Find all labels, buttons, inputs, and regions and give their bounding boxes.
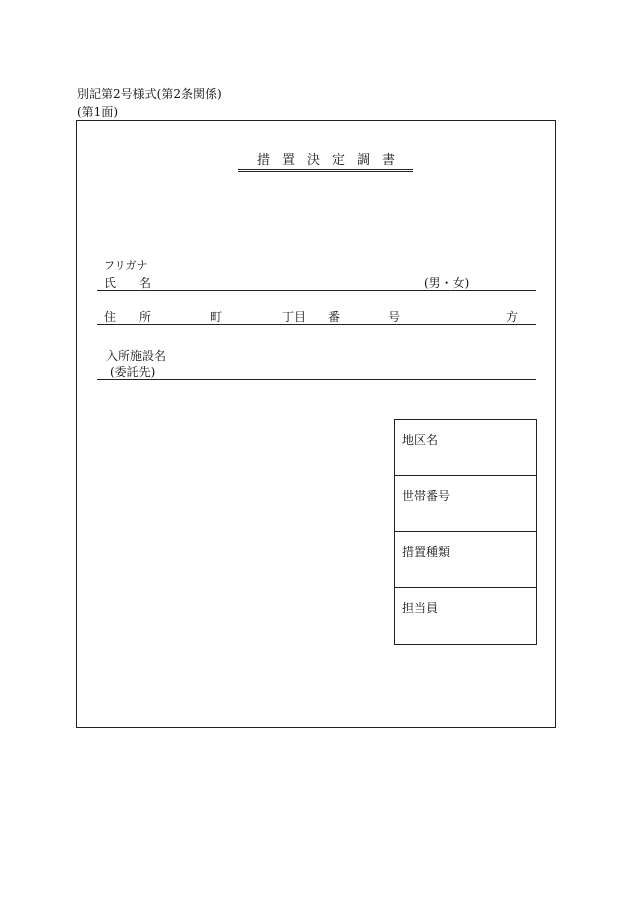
address-rule bbox=[97, 324, 536, 325]
caseworker-label: 担当員 bbox=[402, 601, 439, 615]
address-machi: 町 bbox=[210, 310, 223, 324]
facility-sub-label: (委託先) bbox=[110, 365, 156, 379]
furigana-label: フリガナ bbox=[104, 259, 148, 272]
name-label-first: 氏 bbox=[104, 276, 117, 290]
measure-type-label: 措置種類 bbox=[402, 545, 451, 559]
address-kata: 方 bbox=[506, 310, 519, 324]
facility-rule bbox=[97, 379, 536, 380]
page-label: (第1面) bbox=[77, 105, 118, 119]
info-cell-measure-type bbox=[395, 532, 536, 588]
info-cell-caseworker bbox=[395, 588, 536, 644]
form-reference: 別記第2号様式(第2条関係) bbox=[77, 87, 222, 101]
facility-label: 入所施設名 bbox=[106, 349, 167, 363]
document-title: 措置決定調書 bbox=[256, 153, 407, 168]
title-underline-double bbox=[238, 171, 413, 172]
address-label-second: 所 bbox=[139, 310, 152, 324]
address-chome: 丁目 bbox=[282, 310, 307, 324]
address-label-first: 住 bbox=[104, 310, 117, 324]
info-cell-household bbox=[395, 476, 536, 532]
district-label: 地区名 bbox=[402, 433, 439, 447]
gender-options: (男・女) bbox=[424, 276, 470, 290]
household-number-label: 世帯番号 bbox=[402, 489, 451, 503]
name-label-second: 名 bbox=[139, 276, 152, 290]
name-rule bbox=[97, 290, 536, 291]
address-go: 号 bbox=[388, 310, 401, 324]
info-box bbox=[394, 419, 537, 645]
address-ban: 番 bbox=[328, 310, 341, 324]
info-cell-district bbox=[395, 420, 536, 476]
title-underline bbox=[238, 169, 413, 170]
